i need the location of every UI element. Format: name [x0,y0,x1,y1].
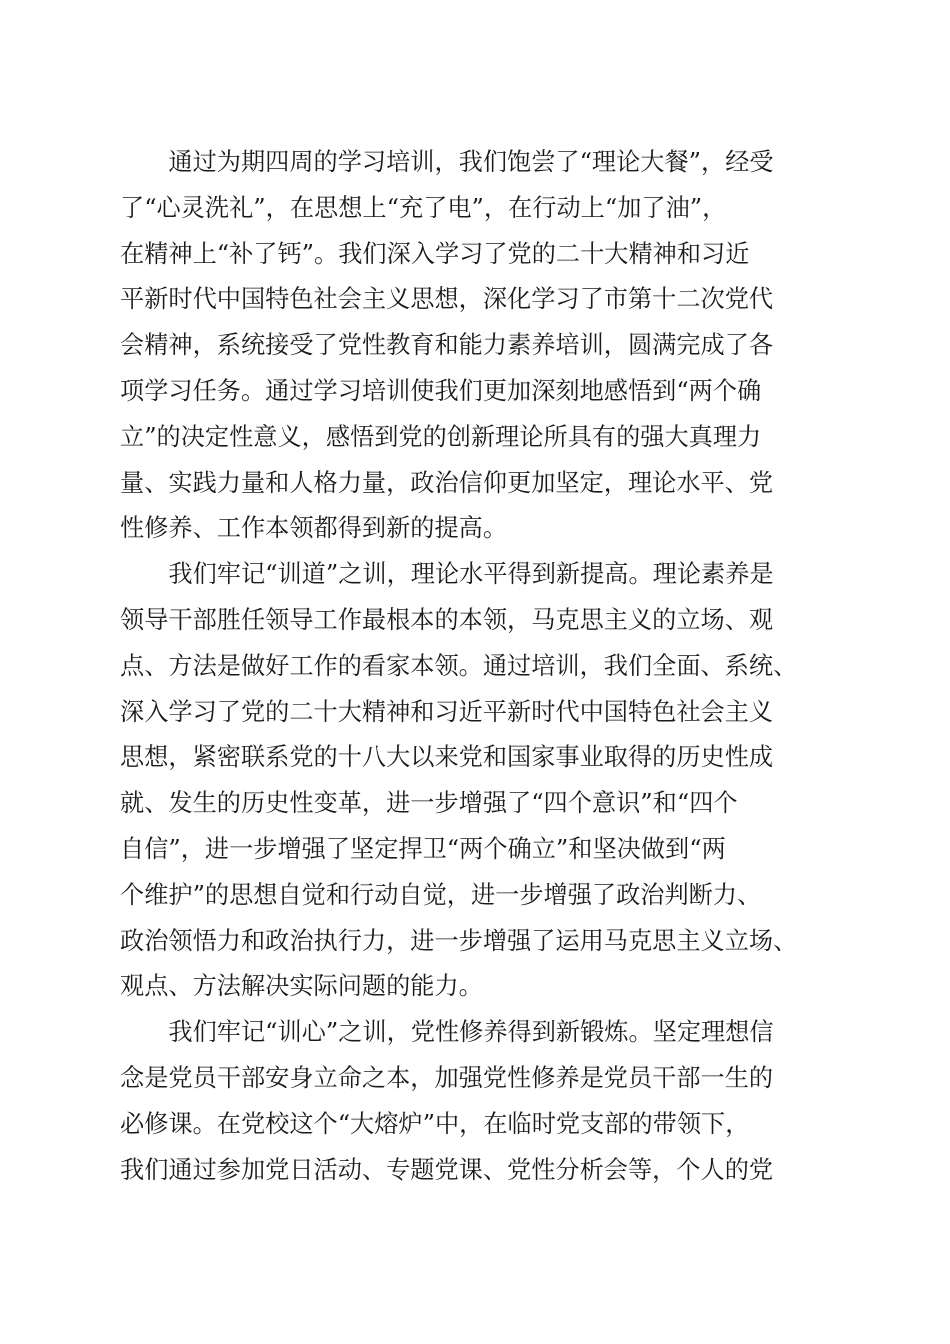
text-line: 我们牢记“训心”之训，党性修养得到新锻炼。坚定理想信 [120,1018,774,1047]
text-line: 个维护”的思想自觉和行动自觉，进一步增强了政治判断力、 [120,880,762,909]
text-line: 自信”，进一步增强了坚定捍卫“两个确立”和坚决做到“两 [120,834,726,863]
text-line: 我们牢记“训道”之训，理论水平得到新提高。理论素养是 [120,560,774,589]
body-text [120,140,840,1193]
text-line: 政治领悟力和政治执行力，进一步增强了运用马克思主义立场、 [120,926,798,955]
text-line: 点、方法是做好工作的看家本领。通过培训，我们全面、系统、 [120,651,798,680]
text-line: 思想，紧密联系党的十八大以来党和国家事业取得的历史性成 [120,743,774,772]
text-line: 深入学习了党的二十大精神和习近平新时代中国特色社会主义 [120,697,774,726]
text-line: 领导干部胜任领导工作最根本的本领，马克思主义的立场、观 [120,605,774,634]
text-line: 我们通过参加党日活动、专题党课、党性分析会等，个人的党 [120,1155,774,1184]
text-line: 性修养、工作本领都得到新的提高。 [120,514,508,543]
text-line: 必修课。在党校这个“大熔炉”中，在临时党支部的带领下， [120,1109,750,1138]
text-line: 在精神上“补了钙”。我们深入学习了党的二十大精神和习近 [120,239,750,268]
text-line: 平新时代中国特色社会主义思想，深化学习了市第十二次党代 [120,285,774,314]
paragraph-2 [120,552,840,1010]
text-line: 通过为期四周的学习培训，我们饱尝了“理论大餐”，经受 [120,148,774,176]
text-line: 量、实践力量和人格力量，政治信仰更加坚定，理论水平、党 [120,468,774,497]
text-line: 立”的决定性意义，感悟到党的创新理论所具有的强大真理力 [120,422,762,451]
text-line: 项学习任务。通过学习培训使我们更加深刻地感悟到“两个确 [120,376,762,405]
text-line: 观点、方法解决实际问题的能力。 [120,972,483,1001]
paragraph-3 [120,1010,840,1193]
text-line: 了“心灵洗礼”，在思想上“充了电”，在行动上“加了油”， [120,193,727,222]
text-line: 就、发生的历史性变革，进一步增强了“四个意识”和“四个 [120,789,738,818]
text-line: 会精神，系统接受了党性教育和能力素养培训，圆满完成了各 [120,331,774,360]
text-line: 念是党员干部安身立命之本，加强党性修养是党员干部一生的 [120,1063,774,1092]
paragraph-1 [120,140,840,552]
